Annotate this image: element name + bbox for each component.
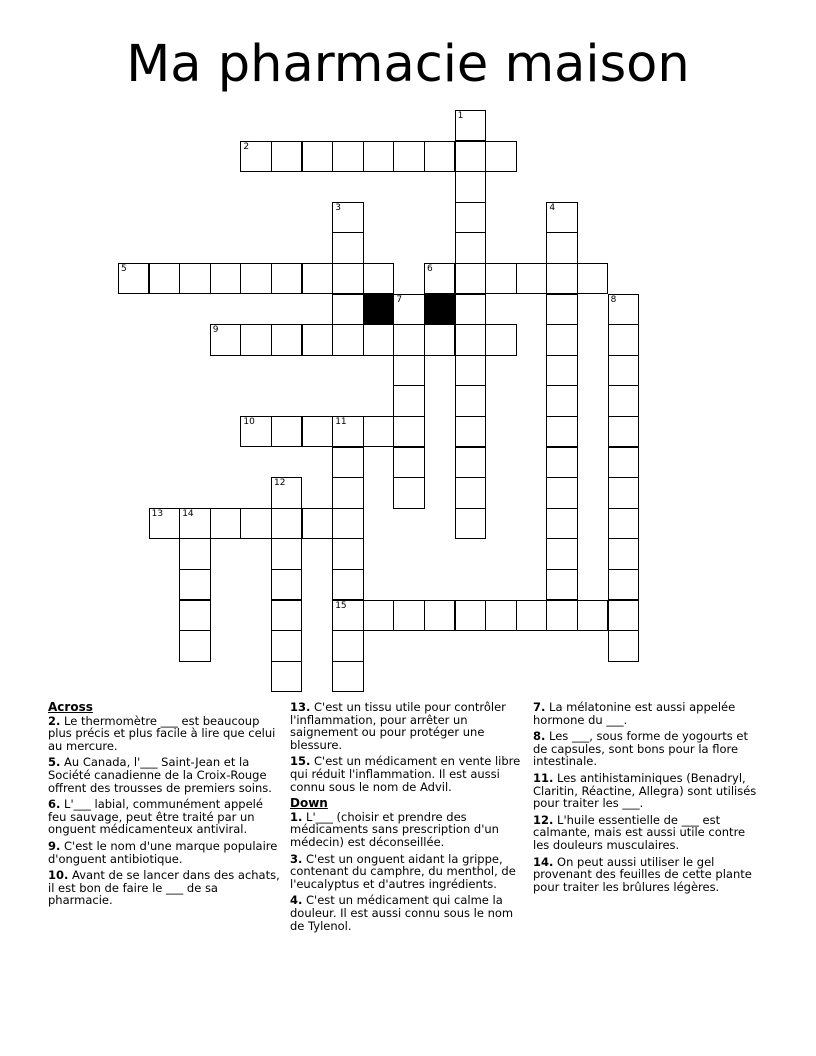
grid-cell-blocked bbox=[363, 294, 394, 325]
clues-column-1 bbox=[48, 701, 280, 911]
clue-item-text: Les antihistaminiques (Benadryl, Claritin, Réactine, Allegra) sont utilisés pour traiter les ___. bbox=[533, 770, 757, 811]
down-clues-list bbox=[290, 811, 524, 932]
grid-cell[interactable] bbox=[455, 171, 486, 202]
grid-cell[interactable] bbox=[455, 508, 486, 539]
grid-cell[interactable] bbox=[608, 294, 639, 325]
grid-cell[interactable] bbox=[240, 508, 271, 539]
grid-cell[interactable] bbox=[118, 263, 149, 294]
grid-cell[interactable] bbox=[363, 600, 394, 631]
clue-item bbox=[290, 811, 524, 849]
clue-item bbox=[48, 756, 280, 794]
grid-cell[interactable] bbox=[271, 324, 302, 355]
clue-item-number: 14. bbox=[533, 854, 554, 869]
grid-cell[interactable] bbox=[179, 508, 210, 539]
grid-cell-blocked bbox=[424, 294, 455, 325]
grid-cell[interactable] bbox=[302, 263, 333, 294]
grid-cell[interactable] bbox=[271, 477, 302, 508]
grid-cell[interactable] bbox=[332, 232, 363, 263]
grid-cell[interactable] bbox=[393, 294, 424, 325]
grid-cell[interactable] bbox=[424, 263, 455, 294]
grid-cell[interactable] bbox=[393, 324, 424, 355]
grid-cell[interactable] bbox=[455, 294, 486, 325]
grid-cell[interactable] bbox=[393, 141, 424, 172]
down-clues-list-continued bbox=[533, 701, 765, 893]
grid-cell[interactable] bbox=[363, 416, 394, 447]
grid-cell[interactable] bbox=[455, 324, 486, 355]
grid-cell[interactable] bbox=[455, 141, 486, 172]
clue-item bbox=[290, 701, 524, 751]
clue-item-text: La mélatonine est aussi appelée hormone du ___. bbox=[533, 700, 736, 727]
clue-item bbox=[533, 814, 765, 852]
grid-cell[interactable] bbox=[608, 477, 639, 508]
grid-cell[interactable] bbox=[485, 600, 516, 631]
page-title: Ma pharmacie maison bbox=[126, 35, 690, 94]
grid-cell[interactable] bbox=[577, 600, 608, 631]
grid-cell[interactable] bbox=[516, 263, 547, 294]
grid-cell[interactable] bbox=[179, 600, 210, 631]
grid-cell[interactable] bbox=[546, 202, 577, 233]
grid-cell[interactable] bbox=[271, 538, 302, 569]
grid-cell[interactable] bbox=[424, 141, 455, 172]
grid-cell[interactable] bbox=[210, 508, 241, 539]
clue-item bbox=[48, 798, 280, 836]
clue-item-text: C'est le nom d'une marque populaire d'onguent antibiotique. bbox=[48, 838, 278, 866]
clue-number: 2 bbox=[243, 141, 250, 152]
clue-item-number: 5. bbox=[48, 755, 61, 770]
grid-cell[interactable] bbox=[455, 477, 486, 508]
grid-cell[interactable] bbox=[149, 508, 180, 539]
grid-cell[interactable] bbox=[332, 508, 363, 539]
grid-cell[interactable] bbox=[332, 324, 363, 355]
clue-item-text: C'est un onguent aidant la grippe, contenant du camphre, du menthol, de l'eucalyptus et d'autres ingrédients. bbox=[290, 851, 516, 891]
grid-cell[interactable] bbox=[608, 447, 639, 478]
clue-item-number: 7. bbox=[533, 700, 546, 714]
across-clues-list bbox=[48, 715, 280, 907]
clue-item-number: 4. bbox=[290, 893, 303, 908]
grid-cell[interactable] bbox=[608, 538, 639, 569]
grid-cell[interactable] bbox=[455, 416, 486, 447]
clue-item-text: Les ___, sous forme de yogourts et de capsules, sont bons pour la flore intestinale. bbox=[533, 729, 748, 769]
grid-cell[interactable] bbox=[271, 508, 302, 539]
grid-cell[interactable] bbox=[271, 661, 302, 692]
grid-cell[interactable] bbox=[546, 324, 577, 355]
grid-cell[interactable] bbox=[179, 538, 210, 569]
clue-number: 12 bbox=[274, 478, 286, 489]
grid-cell[interactable] bbox=[608, 355, 639, 386]
grid-cell[interactable] bbox=[363, 324, 394, 355]
clue-item-number: 10. bbox=[48, 868, 69, 883]
grid-cell[interactable] bbox=[363, 141, 394, 172]
clues-column-2 bbox=[290, 701, 524, 936]
grid-cell[interactable] bbox=[332, 202, 363, 233]
grid-cell[interactable] bbox=[546, 416, 577, 447]
grid-cell[interactable] bbox=[332, 294, 363, 325]
clue-item-number: 6. bbox=[48, 797, 61, 812]
grid-cell[interactable] bbox=[393, 385, 424, 416]
clue-item-text: C'est un tissu utile pour contrôler l'inflammation, pour arrêter un saignement ou pour protéger une blessure. bbox=[290, 700, 506, 752]
grid-cell[interactable] bbox=[302, 324, 333, 355]
grid-cell[interactable] bbox=[608, 385, 639, 416]
grid-cell[interactable] bbox=[546, 600, 577, 631]
grid-cell[interactable] bbox=[240, 324, 271, 355]
grid-cell[interactable] bbox=[271, 569, 302, 600]
grid-cell[interactable] bbox=[271, 416, 302, 447]
grid-cell[interactable] bbox=[608, 569, 639, 600]
grid-cell[interactable] bbox=[608, 600, 639, 631]
clue-item bbox=[533, 856, 765, 894]
clue-item-text: L'___ (choisir et prendre des médicaments sans prescription d'un médecin) est déconseillée. bbox=[290, 809, 499, 849]
clue-item-number: 2. bbox=[48, 713, 61, 728]
grid-cell[interactable] bbox=[271, 141, 302, 172]
grid-cell[interactable] bbox=[424, 600, 455, 631]
grid-cell[interactable] bbox=[455, 385, 486, 416]
grid-cell[interactable] bbox=[210, 324, 241, 355]
grid-cell[interactable] bbox=[546, 447, 577, 478]
clue-item-number: 8. bbox=[533, 729, 546, 744]
grid-cell[interactable] bbox=[332, 538, 363, 569]
grid-cell[interactable] bbox=[332, 141, 363, 172]
grid-cell[interactable] bbox=[393, 416, 424, 447]
clue-item-text: L'___ labial, communément appelé feu sauvage, peut être traité par un onguent médicamenteux antiviral. bbox=[48, 797, 263, 837]
clue-item-text: L'huile essentielle de ___ est calmante, mais est aussi utile contre les douleurs musculaires. bbox=[533, 812, 746, 852]
clue-item-text: C'est un médicament qui calme la douleur. Il est aussi connu sous le nom de Tylenol. bbox=[290, 893, 514, 933]
grid-cell[interactable] bbox=[393, 477, 424, 508]
grid-cell[interactable] bbox=[516, 600, 547, 631]
grid-cell[interactable] bbox=[546, 508, 577, 539]
grid-cell[interactable] bbox=[332, 630, 363, 661]
grid-cell[interactable] bbox=[179, 569, 210, 600]
grid-cell[interactable] bbox=[332, 661, 363, 692]
grid-cell[interactable] bbox=[179, 630, 210, 661]
grid-cell[interactable] bbox=[271, 630, 302, 661]
clue-number: 7 bbox=[396, 294, 403, 305]
grid-cell[interactable] bbox=[332, 569, 363, 600]
grid-cell[interactable] bbox=[271, 263, 302, 294]
clue-item-text: C'est un médicament en vente libre qui réduit l'inflammation. Il est aussi connu sous le nom de Advil. bbox=[290, 754, 521, 794]
clue-number: 15 bbox=[335, 600, 347, 611]
grid-cell[interactable] bbox=[210, 263, 241, 294]
grid-cell[interactable] bbox=[393, 600, 424, 631]
clue-item-number: 9. bbox=[48, 838, 61, 853]
down-heading: Down bbox=[290, 796, 328, 811]
clue-number: 14 bbox=[182, 508, 194, 519]
grid-cell[interactable] bbox=[149, 263, 180, 294]
grid-cell[interactable] bbox=[302, 508, 333, 539]
clue-item bbox=[48, 869, 280, 907]
grid-cell[interactable] bbox=[577, 263, 608, 294]
grid-cell[interactable] bbox=[455, 202, 486, 233]
clue-number: 13 bbox=[151, 508, 164, 519]
grid-cell[interactable] bbox=[485, 263, 516, 294]
grid-cell[interactable] bbox=[608, 508, 639, 539]
grid-cell[interactable] bbox=[455, 110, 486, 141]
grid-cell[interactable] bbox=[546, 355, 577, 386]
clue-number: 11 bbox=[335, 417, 347, 427]
clue-item bbox=[290, 894, 524, 932]
grid-cell[interactable] bbox=[424, 324, 455, 355]
clue-item-number: 11. bbox=[533, 770, 554, 785]
grid-cell[interactable] bbox=[546, 538, 577, 569]
clue-item bbox=[290, 755, 524, 793]
grid-cell[interactable] bbox=[332, 416, 363, 447]
clue-item-number: 13. bbox=[290, 700, 311, 714]
clue-item-text: Le thermomètre ___ est beaucoup plus précis et plus facile à lire que celui au mercure. bbox=[48, 713, 276, 753]
grid-cell[interactable] bbox=[546, 232, 577, 263]
clue-item-number: 3. bbox=[290, 851, 303, 866]
clue-item bbox=[533, 772, 765, 810]
grid-cell[interactable] bbox=[455, 355, 486, 386]
grid-cell[interactable] bbox=[608, 324, 639, 355]
clue-item-number: 12. bbox=[533, 812, 554, 827]
grid-cell[interactable] bbox=[240, 416, 271, 447]
clues-column-3 bbox=[533, 701, 765, 897]
clue-item bbox=[48, 715, 280, 753]
grid-cell[interactable] bbox=[332, 263, 363, 294]
grid-cell[interactable] bbox=[393, 447, 424, 478]
grid-cell[interactable] bbox=[363, 263, 394, 294]
clue-item-number: 15. bbox=[290, 754, 311, 769]
grid-cell[interactable] bbox=[240, 141, 271, 172]
grid-cell[interactable] bbox=[240, 263, 271, 294]
grid-cell[interactable] bbox=[546, 294, 577, 325]
across-clues-list-continued bbox=[290, 701, 524, 793]
clue-item bbox=[533, 701, 765, 726]
clue-item-text: On peut aussi utiliser le gel provenant des feuilles de cette plante pour traiter les brûlures légères. bbox=[533, 854, 752, 894]
grid-cell[interactable] bbox=[608, 416, 639, 447]
grid-cell[interactable] bbox=[455, 263, 486, 294]
grid-cell[interactable] bbox=[332, 477, 363, 508]
grid-cell[interactable] bbox=[393, 355, 424, 386]
clue-number: 3 bbox=[335, 202, 341, 213]
clue-item bbox=[290, 853, 524, 891]
clue-item-number: 1. bbox=[290, 809, 303, 824]
clue-number: 1 bbox=[457, 111, 464, 121]
clue-item bbox=[533, 730, 765, 768]
clue-item-text: Avant de se lancer dans des achats, il est bon de faire le ___ de sa pharmacie. bbox=[48, 868, 280, 908]
across-heading: Across bbox=[48, 700, 93, 714]
grid-cell[interactable] bbox=[546, 477, 577, 508]
grid-cell[interactable] bbox=[302, 141, 333, 172]
grid-cell[interactable] bbox=[302, 416, 333, 447]
grid-cell[interactable] bbox=[179, 263, 210, 294]
grid-cell[interactable] bbox=[455, 447, 486, 478]
grid-cell[interactable] bbox=[332, 600, 363, 631]
grid-cell[interactable] bbox=[455, 232, 486, 263]
grid-cell[interactable] bbox=[608, 630, 639, 661]
grid-cell[interactable] bbox=[546, 569, 577, 600]
grid-cell[interactable] bbox=[546, 263, 577, 294]
grid-cell[interactable] bbox=[546, 385, 577, 416]
grid-cell[interactable] bbox=[271, 600, 302, 631]
grid-cell[interactable] bbox=[485, 141, 516, 172]
grid-cell[interactable] bbox=[455, 600, 486, 631]
clue-item-text: Au Canada, l'___ Saint-Jean et la Société canadienne de la Croix-Rouge offrent des trousses de premiers soins. bbox=[48, 755, 272, 795]
grid-cell[interactable] bbox=[485, 324, 516, 355]
clue-item bbox=[48, 840, 280, 865]
clue-number: 9 bbox=[212, 325, 219, 336]
clue-number: 10 bbox=[243, 417, 255, 427]
clue-number: 6 bbox=[427, 264, 433, 274]
clue-number: 5 bbox=[121, 264, 127, 274]
clue-number: 4 bbox=[549, 202, 556, 213]
grid-cell[interactable] bbox=[332, 447, 363, 478]
clue-number: 8 bbox=[610, 294, 617, 305]
